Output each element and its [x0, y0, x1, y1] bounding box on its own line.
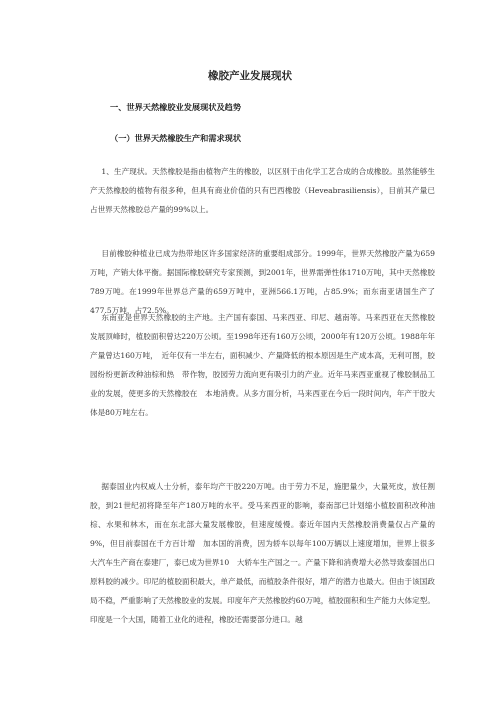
- subsection-heading: （一）世界天然橡胶生产和需求现状: [110, 133, 242, 143]
- paragraph-southeast-asia: 东南亚是世界天然橡胶的主产地。主产国有泰国、马来西亚、印尼、越南等。马来西亚在天然橡胶发展顶峰时，植胶面积曾达220万公顷。至1998年还有160万公顷，2000年有120万公顷。1988年年产量曾达160万吨， 近年仅有一半左右，面积减少、产量降低的根本原因是生产成本高，无利可图，胶园纷纷更新改种油棕和热 带作物，胶园劳力流向更有吸引力的产业。近年马来西亚重视了橡胶制品工业的发展，使更多的天然橡胶在 本地消费。从多方面分析，马来西亚在今后一段时间内，年产干胶大体是80万吨左右。: [90, 312, 435, 417]
- paragraph-thailand-analysis: 据泰国业内权威人士分析，泰年均产干胶220万吨。由于劳力不足，施肥量少，大量死皮，放任割胶，到21世纪初将降至年产180万吨的水平。受马来西亚的影响，泰南部已计划缩小植胶面积改种油棕、水果和林木，而在东北部大量发展橡胶，但速度缓慢。泰近年国内天然橡胶消费量仅占产量的9%，但目前泰国在千方百计增 加本国的消费，因为轿车以每年100万辆以上速度增加，世界上很多大汽车生产商在泰建厂，泰已成为世界10 大轿车生产国之一。产量下降和消费增大必然导致泰国出口原料胶的减少。印尼的植胶面积最大，单产最低，而植胶条件很好，增产的潜力也最大。但由于该国政局不稳，严重影响了天然橡胶业的发展。印度年产天然橡胶约60万吨，植胶面积和生产能力大体定型。印度是一个大国，随着工业化的进程，橡胶还需要部分进口。越: [90, 481, 435, 624]
- section-heading: 一、世界天然橡胶业发展现状及趋势: [110, 102, 242, 112]
- paragraph-world-output: 目前橡胶种植业已成为热带地区许多国家经济的重要组成部分。1999年，世界天然橡胶产量为659万吨，产销大体平衡。据国际橡胶研究专家预测，到2001年，世界需弹性体1710万吨，其中天然橡胶789万吨。在1999年世界总产量的659万吨中，亚洲566.1万吨，占85.9%；而东南亚诸国生产了477.5万吨，占72.5%。: [90, 248, 435, 315]
- document-title: 橡胶产业发展现状: [208, 70, 292, 82]
- paragraph-production-status: 1、生产现状。天然橡胶是指由植物产生的橡胶，以区别于由化学工艺合成的合成橡胶。虽然能够生产天然橡胶的植物有很多种，但具有商业价值的只有巴西橡胶（Heveabrasiliensis），目前其产量已占世界天然橡胶总产量的99%以上。: [90, 166, 435, 214]
